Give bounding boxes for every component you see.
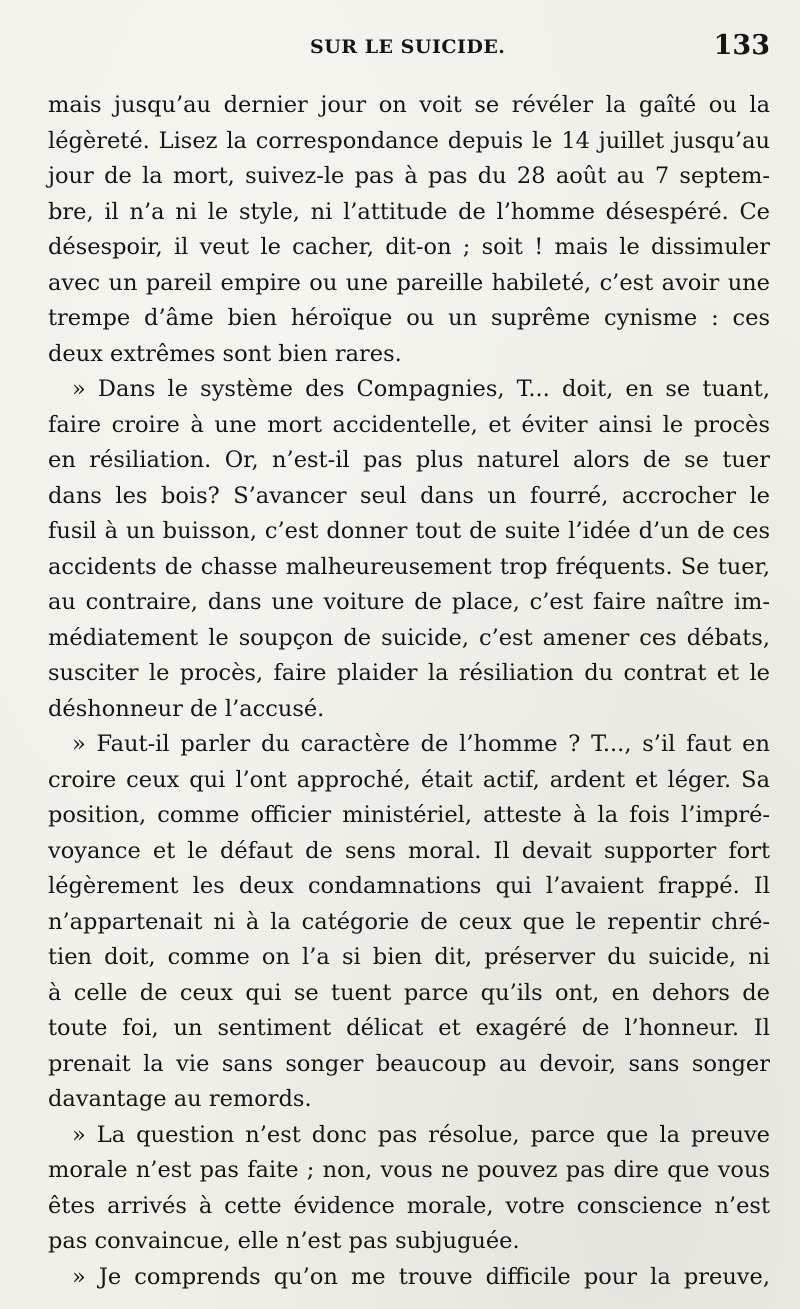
text-line: fusil à un buisson, c’est donner tout de suite l’idée d’un de ces (48, 518, 770, 544)
text-line: bre, il n’a ni le style, ni l’attitude de l’homme désespéré. Ce (48, 198, 770, 225)
text-line: susciter le procès, faire plaider la résiliation du contrat et le (48, 660, 770, 686)
text-line: à celle de ceux qui se tuent parce qu’ils ont, en dehors de (48, 979, 770, 1006)
text-line: en résiliation. Or, n’est-il pas plus naturel alors de se tuer (48, 447, 770, 473)
text-line: » La question n’est donc pas résolue, parce que la preuve (72, 1121, 770, 1148)
text-line: » Je comprends qu’on me trouve difficile pour la preuve, (72, 1263, 770, 1290)
text-line: » Dans le système des Compagnies, T... doit, en se tuant, (72, 376, 770, 402)
running-head: SUR LE SUICIDE. (310, 36, 506, 58)
text-line: morale n’est pas faite ; non, vous ne pouvez pas dire que vous (48, 1157, 770, 1183)
text-line: pas convaincue, elle n’est pas subjuguée. (48, 1228, 520, 1254)
text-line: êtes arrivés à cette évidence morale, votre conscience n’est (48, 1192, 770, 1219)
text-line: désespoir, il veut le cacher, dit-on ; soit ! mais le dissimuler (48, 234, 770, 260)
text-line: faire croire à une mort accidentelle, et éviter ainsi le procès (48, 411, 770, 438)
text-line: dans les bois? S’avancer seul dans un fourré, accrocher le (48, 482, 770, 509)
text-line: jour de la mort, suivez-le pas à pas du 28 août au 7 septem- (48, 163, 770, 189)
text-line: au contraire, dans une voiture de place, c’est faire naître im- (48, 589, 770, 615)
page-header (48, 30, 770, 70)
text-line: voyance et le défaut de sens moral. Il devait supporter fort (48, 837, 770, 864)
text-line: toute foi, un sentiment délicat et exagéré de l’honneur. Il (48, 1015, 770, 1041)
text-line: position, comme officier ministériel, atteste à la fois l’impré- (48, 802, 770, 828)
text-line: légèrement les deux condamnations qui l’avaient frappé. Il (48, 873, 770, 899)
text-line: davantage au remords. (48, 1086, 312, 1112)
text-line: n’appartenait ni à la catégorie de ceux que le repentir chré- (48, 908, 770, 935)
page-number: 133 (713, 30, 770, 61)
text-line: deux extrêmes sont bien rares. (48, 340, 402, 367)
text-line: » Faut-il parler du caractère de l’homme ? T..., s’il faut en (72, 731, 770, 757)
text-line: avec un pareil empire ou une pareille habileté, c’est avoir une (48, 269, 770, 296)
text-line: tien doit, comme on l’a si bien dit, préserver du suicide, ni (48, 944, 770, 970)
text-line: légèreté. Lisez la correspondance depuis le 14 juillet jusqu’au (48, 127, 770, 154)
text-line: accidents de chasse malheureusement trop fréquents. Se tuer, (48, 553, 770, 580)
text-line: mais jusqu’au dernier jour on voit se révéler la gaîté ou la (48, 92, 770, 118)
text-line: déshonneur de l’accusé. (48, 695, 325, 722)
text-line: prenait la vie sans songer beaucoup au devoir, sans songer (48, 1050, 770, 1077)
text-line: trempe d’âme bien héroïque ou un suprême cynisme : ces (48, 305, 770, 331)
text-line: croire ceux qui l’ont approché, était actif, ardent et léger. Sa (48, 766, 770, 793)
text-line: médiatement le soupçon de suicide, c’est amener ces débats, (48, 624, 770, 651)
body-text (48, 88, 770, 1295)
